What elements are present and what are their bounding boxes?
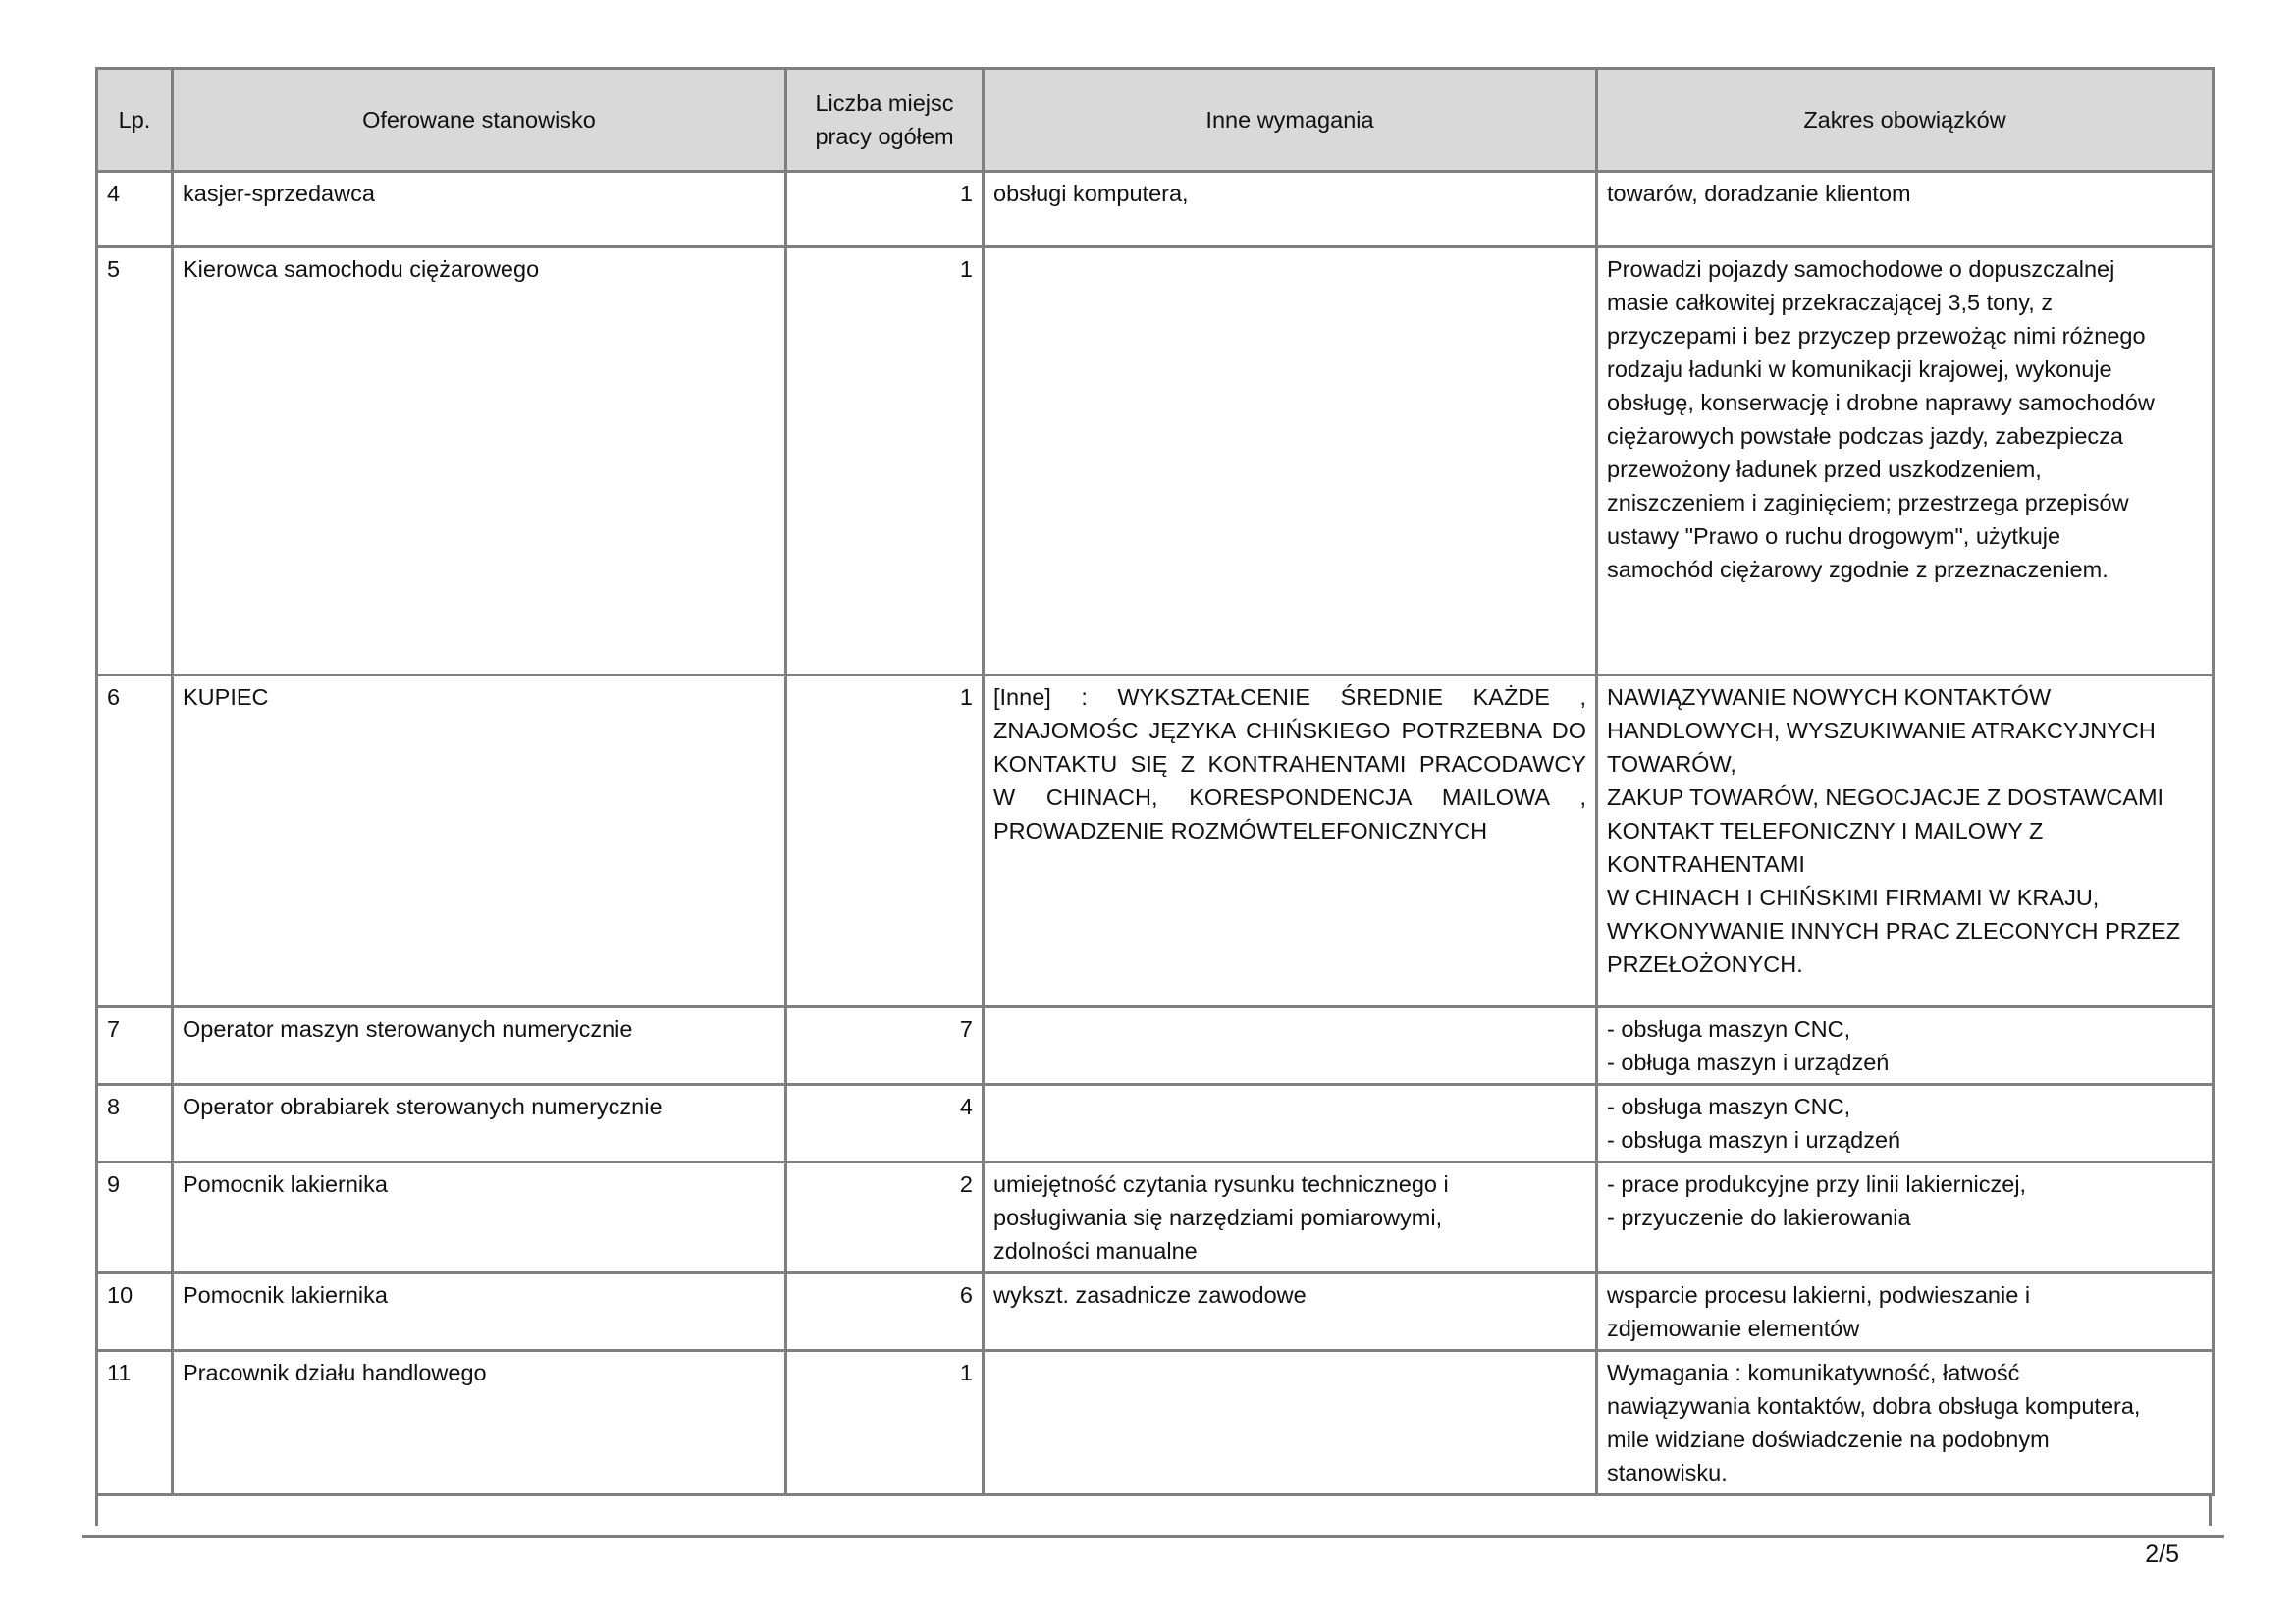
cell-requirements: [984, 1351, 1597, 1495]
header-position: Oferowane stanowisko: [173, 69, 786, 172]
cell-lp: 10: [97, 1273, 173, 1351]
cell-count: 6: [786, 1273, 984, 1351]
header-lp: Lp.: [97, 69, 173, 172]
cell-duties: towarów, doradzanie klientom: [1597, 172, 2214, 247]
cell-lp: 5: [97, 247, 173, 676]
cell-count: 1: [786, 1351, 984, 1495]
cell-requirements: [984, 1085, 1597, 1163]
table-row: [97, 1085, 2214, 1163]
page-number: 2/5: [2145, 1541, 2179, 1568]
cell-duties: - obsługa maszyn CNC, - obługa maszyn i urządzeń: [1597, 1007, 2214, 1085]
footer-divider: [82, 1535, 2224, 1538]
cell-duties: wsparcie procesu lakierni, podwieszanie i zdjemowanie elementów: [1597, 1273, 2214, 1351]
cell-requirements: [984, 247, 1597, 676]
table-row: [97, 247, 2214, 676]
cell-position: Kierowca samochodu ciężarowego: [173, 247, 786, 676]
cell-lp: 7: [97, 1007, 173, 1085]
table-row: [97, 172, 2214, 247]
header-row: [97, 69, 2214, 172]
cell-lp: 9: [97, 1163, 173, 1273]
cell-requirements: [984, 1007, 1597, 1085]
table-body: [97, 172, 2214, 1495]
cell-position: Operator maszyn sterowanych numerycznie: [173, 1007, 786, 1085]
cell-duties: Prowadzi pojazdy samochodowe o dopuszczalnej masie całkowitej przekraczającej 3,5 tony, z przyczepami i bez przyczep przewożąc nimi różnego rodzaju ładunki w komunikacji krajowej, wykonuje obsługę, konserwację i drobne naprawy samochodów ciężarowych powstałe podczas jazdy, zabezpiecza przewożony ładunek przed uszkodzeniem, zniszczeniem i zaginięciem; przestrzega przepisów ustawy "Prawo o ruchu drogowym", użytkuje samochód ciężarowy zgodnie z przeznaczeniem.: [1597, 247, 2214, 676]
cell-position: Operator obrabiarek sterowanych numerycznie: [173, 1085, 786, 1163]
cell-requirements: umiejętność czytania rysunku technicznego i posługiwania się narzędziami pomiarowymi, zdolności manualne: [984, 1163, 1597, 1273]
cell-lp: 6: [97, 676, 173, 1007]
cell-count: 2: [786, 1163, 984, 1273]
header-requirements: Inne wymagania: [984, 69, 1597, 172]
table-row: [97, 1007, 2214, 1085]
table-row: [97, 1351, 2214, 1495]
cell-position: Pracownik działu handlowego: [173, 1351, 786, 1495]
cell-lp: 11: [97, 1351, 173, 1495]
table-header: [97, 69, 2214, 172]
cell-lp: 4: [97, 172, 173, 247]
cell-count: 1: [786, 247, 984, 676]
header-count: Liczba miejsc pracy ogółem: [786, 69, 984, 172]
cell-duties: - obsługa maszyn CNC, - obsługa maszyn i urządzeń: [1597, 1085, 2214, 1163]
cell-position: Pomocnik lakiernika: [173, 1273, 786, 1351]
cell-duties: NAWIĄZYWANIE NOWYCH KONTAKTÓW HANDLOWYCH, WYSZUKIWANIE ATRAKCYJNYCH TOWARÓW, ZAKUP TOWARÓW, NEGOCJACJE Z DOSTAWCAMI KONTAKT TELEFONICZNY I MAILOWY Z KONTRAHENTAMI W CHINACH I CHIŃSKIMI FIRMAMI W KRAJU, WYKONYWANIE INNYCH PRAC ZLECONYCH PRZEZ PRZEŁOŻONYCH.: [1597, 676, 2214, 1007]
cell-position: Pomocnik lakiernika: [173, 1163, 786, 1273]
cell-duties: Wymagania : komunikatywność, łatwość nawiązywania kontaktów, dobra obsługa komputera, mile widziane doświadczenie na podobnym stanowisku.: [1597, 1351, 2214, 1495]
cell-requirements: [Inne] : WYKSZTAŁCENIE ŚREDNIE KAŻDE , ZNAJOMOŚC JĘZYKA CHIŃSKIEGO POTRZEBNA DO KONTAKTU SIĘ Z KONTRAHENTAMI PRACODAWCY W CHINACH, KORESPONDENCJA MAILOWA , PROWADZENIE ROZMÓWTELEFONICZNYCH: [984, 676, 1597, 1007]
cell-duties: - prace produkcyjne przy linii lakierniczej, - przyuczenie do lakierowania: [1597, 1163, 2214, 1273]
cell-lp: 8: [97, 1085, 173, 1163]
cell-count: 1: [786, 676, 984, 1007]
cell-count: 4: [786, 1085, 984, 1163]
table-row: [97, 1163, 2214, 1273]
header-duties: Zakres obowiązków: [1597, 69, 2214, 172]
cell-count: 1: [786, 172, 984, 247]
table-continuation: [95, 1496, 2212, 1526]
cell-requirements: obsługi komputera,: [984, 172, 1597, 247]
job-offers-sheet: [95, 67, 2212, 1526]
cell-position: KUPIEC: [173, 676, 786, 1007]
table-row: [97, 676, 2214, 1007]
cell-position: kasjer-sprzedawca: [173, 172, 786, 247]
job-offers-table: [95, 67, 2215, 1496]
cell-requirements: wykszt. zasadnicze zawodowe: [984, 1273, 1597, 1351]
table-row: [97, 1273, 2214, 1351]
cell-count: 7: [786, 1007, 984, 1085]
